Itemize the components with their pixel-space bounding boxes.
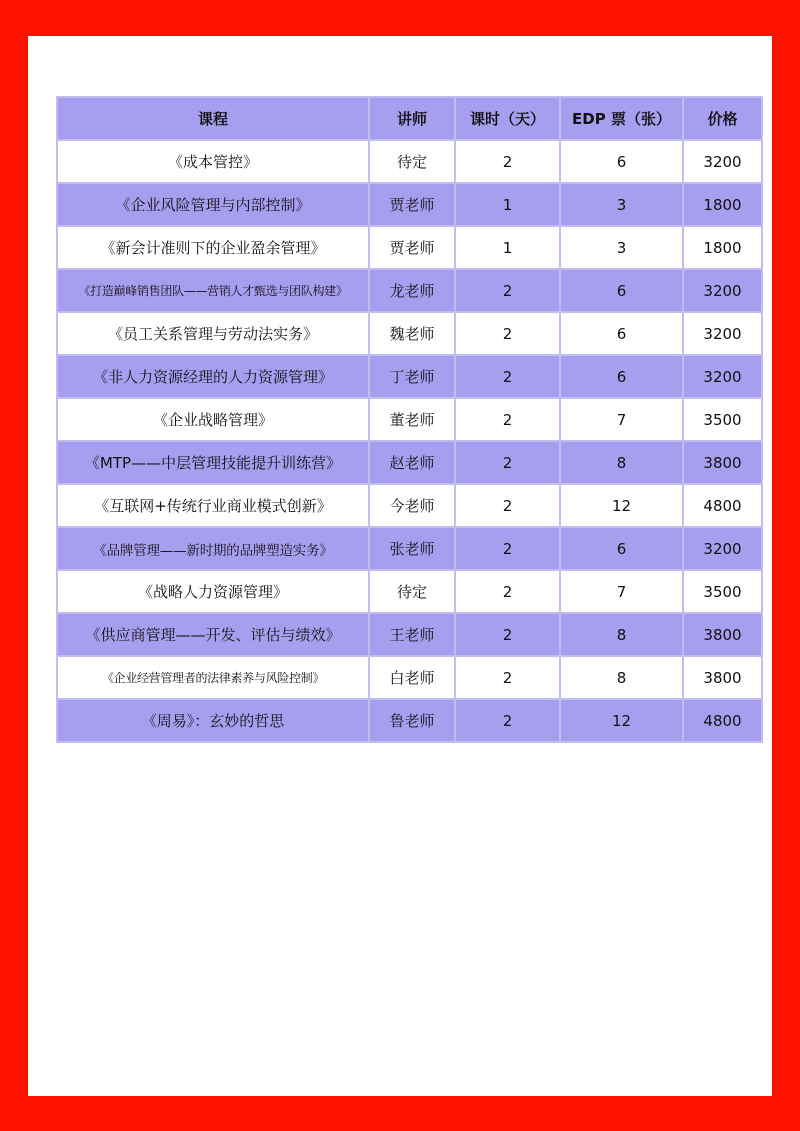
course-name: 《战略人力资源管理》: [58, 571, 368, 612]
course-name: 《企业战略管理》: [58, 399, 368, 440]
header-hours: 课时（天）: [456, 98, 559, 139]
course-name: 《MTP——中层管理技能提升训练营》: [58, 442, 368, 483]
course-price: 3500: [684, 399, 761, 440]
course-price: 1800: [684, 184, 761, 225]
table-row: [58, 657, 761, 698]
course-name: 《企业经营管理者的法律素养与风险控制》: [58, 657, 368, 698]
edp-tickets: 12: [561, 485, 682, 526]
course-price: 1800: [684, 227, 761, 268]
course-name: 《供应商管理——开发、评估与绩效》: [58, 614, 368, 655]
course-price: 4800: [684, 700, 761, 741]
course-price: 3500: [684, 571, 761, 612]
table-row: [58, 700, 761, 741]
course-price: 3800: [684, 442, 761, 483]
course-hours: 2: [456, 313, 559, 354]
course-name: 《新会计准则下的企业盈余管理》: [58, 227, 368, 268]
course-price: 3200: [684, 141, 761, 182]
course-hours: 2: [456, 528, 559, 569]
teacher-name: 待定: [370, 141, 454, 182]
course-name: 《互联网+传统行业商业模式创新》: [58, 485, 368, 526]
course-hours: 2: [456, 614, 559, 655]
teacher-name: 贾老师: [370, 184, 454, 225]
course-price: 3200: [684, 313, 761, 354]
table-row: [58, 399, 761, 440]
header-price: 价格: [684, 98, 761, 139]
edp-tickets: 6: [561, 141, 682, 182]
edp-tickets: 3: [561, 184, 682, 225]
table-row: [58, 141, 761, 182]
header-teacher: 讲师: [370, 98, 454, 139]
course-hours: 2: [456, 141, 559, 182]
teacher-name: 魏老师: [370, 313, 454, 354]
course-price: 3800: [684, 614, 761, 655]
course-price: 3200: [684, 356, 761, 397]
course-price: 4800: [684, 485, 761, 526]
edp-tickets: 6: [561, 356, 682, 397]
course-hours: 2: [456, 399, 559, 440]
course-hours: 2: [456, 356, 559, 397]
teacher-name: 待定: [370, 571, 454, 612]
table-row: [58, 227, 761, 268]
course-hours: 1: [456, 227, 559, 268]
edp-tickets: 3: [561, 227, 682, 268]
edp-tickets: 12: [561, 700, 682, 741]
edp-tickets: 6: [561, 313, 682, 354]
course-name: 《品牌管理——新时期的品牌塑造实务》: [58, 528, 368, 569]
table-header-row: [58, 98, 761, 139]
table-row: [58, 528, 761, 569]
teacher-name: 王老师: [370, 614, 454, 655]
table-row: [58, 356, 761, 397]
table-row: [58, 270, 761, 311]
edp-tickets: 8: [561, 614, 682, 655]
course-hours: 1: [456, 184, 559, 225]
course-hours: 2: [456, 485, 559, 526]
edp-tickets: 6: [561, 528, 682, 569]
teacher-name: 贾老师: [370, 227, 454, 268]
course-price: 3200: [684, 528, 761, 569]
teacher-name: 白老师: [370, 657, 454, 698]
course-price: 3800: [684, 657, 761, 698]
course-hours: 2: [456, 442, 559, 483]
course-table: [56, 96, 763, 743]
header-course: 课程: [58, 98, 368, 139]
teacher-name: 鲁老师: [370, 700, 454, 741]
table-row: [58, 485, 761, 526]
table-row: [58, 571, 761, 612]
edp-tickets: 8: [561, 657, 682, 698]
document-page: [28, 36, 772, 1096]
course-name: 《成本管控》: [58, 141, 368, 182]
teacher-name: 赵老师: [370, 442, 454, 483]
table-row: [58, 313, 761, 354]
teacher-name: 今老师: [370, 485, 454, 526]
course-hours: 2: [456, 571, 559, 612]
edp-tickets: 6: [561, 270, 682, 311]
teacher-name: 龙老师: [370, 270, 454, 311]
course-name: 《企业风险管理与内部控制》: [58, 184, 368, 225]
table-row: [58, 184, 761, 225]
course-name: 《周易》：玄妙的哲思: [58, 700, 368, 741]
header-edp: EDP 票（张）: [561, 98, 682, 139]
teacher-name: 丁老师: [370, 356, 454, 397]
edp-tickets: 7: [561, 399, 682, 440]
teacher-name: 张老师: [370, 528, 454, 569]
course-name: 《员工关系管理与劳动法实务》: [58, 313, 368, 354]
course-name: 《非人力资源经理的人力资源管理》: [58, 356, 368, 397]
table-row: [58, 614, 761, 655]
edp-tickets: 7: [561, 571, 682, 612]
course-hours: 2: [456, 657, 559, 698]
course-hours: 2: [456, 270, 559, 311]
course-hours: 2: [456, 700, 559, 741]
teacher-name: 董老师: [370, 399, 454, 440]
table-row: [58, 442, 761, 483]
edp-tickets: 8: [561, 442, 682, 483]
course-name: 《打造巅峰销售团队——营销人才甄选与团队构建》: [58, 270, 368, 311]
course-price: 3200: [684, 270, 761, 311]
